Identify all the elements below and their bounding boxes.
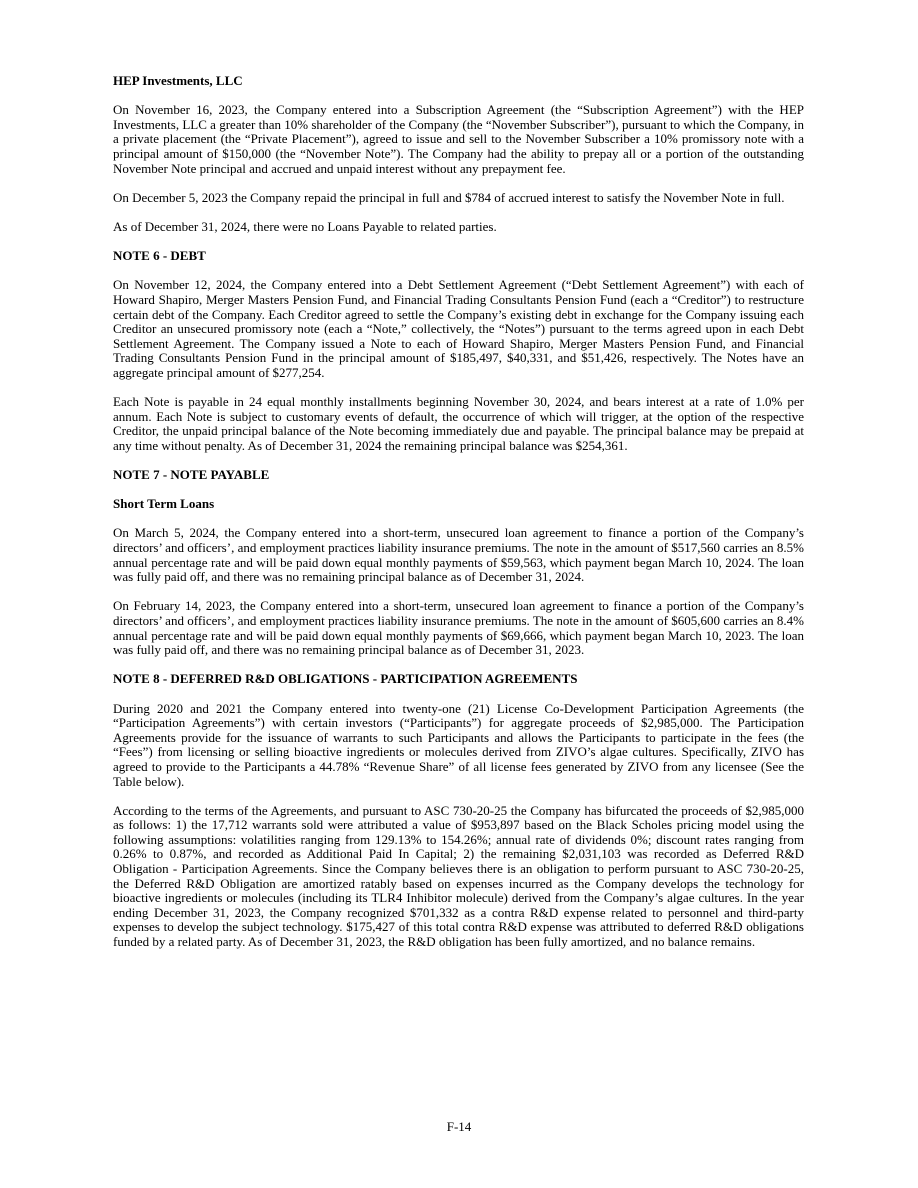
subheading-short-term-loans: Short Term Loans: [113, 496, 215, 512]
heading-hep-investments: HEP Investments, LLC: [113, 73, 243, 88]
para-no-loans-payable: As of December 31, 2024, there were no Loans Payable to related parties.: [113, 218, 497, 234]
para-note-installments: Each Note is payable in 24 equal monthly installments beginning November 30, 2024, and bears interest at a rate of 1.0% per annum. Each Note is subject to customary events of default, the occurrence of which will trigger, at the option of the respective Creditor, the unpaid principal balance of the Note becoming immediately due and payable. The principal balance may be prepaid at any time without penalty. As of December 31, 2024 the remaining principal balance was $254,361.: [113, 394, 804, 453]
para-participation-agreements: During 2020 and 2021 the Company entered into twenty-one (21) License Co-Development Participation Agreements (the “Participation Agreements”) with certain investors (“Participants”) for aggregate proceeds of $2,985,000. The Participation Agreements provide for the issuance of warrants to such Participants and allows the Participants to participate in the fees (the “Fees”) from licensing or selling bioactive ingredients or molecules derived from ZIVO’s algae cultures. Specifically, ZIVO has agreed to provide to the Participants a 44.78% “Revenue Share” of all license fees generated by ZIVO from any licensee (See the Table below).: [113, 700, 804, 789]
para-subscription-agreement: On November 16, 2023, the Company entered into a Subscription Agreement (the “Subscription Agreement”) with the HEP Investments, LLC a greater than 10% shareholder of the Company (the “November Subscriber”), pursuant to which the Company, in a private placement (the “Private Placement”), agreed to issue and sell to the November Subscriber a 10% promissory note with a principal amount of $150,000 (the “November Note”). The Company had the ability to prepay all or a portion of the outstanding November Note principal and accrued and unpaid interest without any prepayment fee.: [113, 102, 804, 176]
para-short-term-loan-2024: On March 5, 2024, the Company entered into a short-term, unsecured loan agreement to finance a portion of the Company’s directors’ and officers’, and employment practices liability insurance premiums. The note in the amount of $517,560 carries an 8.5% annual percentage rate and will be paid down equal monthly payments of $59,563, which payment began March 10, 2024. The loan was fully paid off, and there was no remaining principal balance as of December 31, 2024.: [113, 525, 804, 585]
heading-note-7-note-payable: NOTE 7 - NOTE PAYABLE: [113, 467, 270, 483]
para-debt-settlement-agreement: On November 12, 2024, the Company entered into a Debt Settlement Agreement (“Debt Settlement Agreement”) with each of Howard Shapiro, Merger Masters Pension Fund, and Financial Trading Consultants Pension Fund (each a “Creditor”) to restructure certain debt of the Company. Each Creditor agreed to settle the Company’s existing debt in exchange for the Company issuing each Creditor an unsecured promissory note (each a “Note,” collectively, the “Notes”) pursuant to the terms agreed upon in each Debt Settlement Agreement. The Company issued a Note to each of Howard Shapiro, Merger Masters Pension Fund, and Financial Trading Consultants Pension Fund in the principal amount of $185,497, $40,331, and $51,426, respectively. The Notes have an aggregate principal amount of $277,254.: [113, 277, 804, 380]
document-content: [113, 74, 804, 964]
para-asc-bifurcation: According to the terms of the Agreements, and pursuant to ASC 730-20-25 the Company has bifurcated the proceeds of $2,985,000 as follows: 1) the 17,712 warrants sold were attributed a value of $953,897 based on the Black Scholes pricing model using the following assumptions: volatilities ranging from 129.13% to 154.26%; annual rate of dividends 0%; discount rates ranging from 0.26% to 0.87%, and recorded as Additional Paid In Capital; 2) the remaining $2,031,103 was recorded as Deferred R&D Obligation - Participation Agreements. Since the Company believes there is an obligation to perform pursuant to ASC 730-20-25, the Deferred R&D Obligation are amortized ratably based on expenses incurred as the Company develops the technology for bioactive ingredients or molecules (including its TLR4 Inhibitor molecule) derived from the Company’s algae cultures. In the year ending December 31, 2023, the Company recognized $701,332 as a contra R&D expense related to personnel and third-party expenses to develop the subject technology. $175,427 of this total contra R&D expense was attributed to deferred R&D obligations funded by a related party. As of December 31, 2023, the R&D obligation has been fully amortized, and no balance remains.: [113, 802, 804, 950]
para-short-term-loan-2023: On February 14, 2023, the Company entered into a short-term, unsecured loan agreement to finance a portion of the Company’s directors’ and officers’, and employment practices liability insurance premiums. The note in the amount of $605,600 carries an 8.4% annual percentage rate and will be paid down equal monthly payments of $69,666, which payment began March 10, 2023. The loan was fully paid off, and there was no remaining principal balance as of December 31, 2023.: [113, 598, 804, 658]
page-number-footer: F-14: [446, 1119, 472, 1134]
para-november-note-repayment: On December 5, 2023 the Company repaid the principal in full and $784 of accrued interest to satisfy the November Note in full.: [113, 189, 785, 205]
heading-note-8-deferred-rd-obligations: NOTE 8 - DEFERRED R&D OBLIGATIONS - PARTICIPATION AGREEMENTS: [113, 671, 578, 687]
heading-note-6-debt: NOTE 6 - DEBT: [113, 248, 206, 264]
